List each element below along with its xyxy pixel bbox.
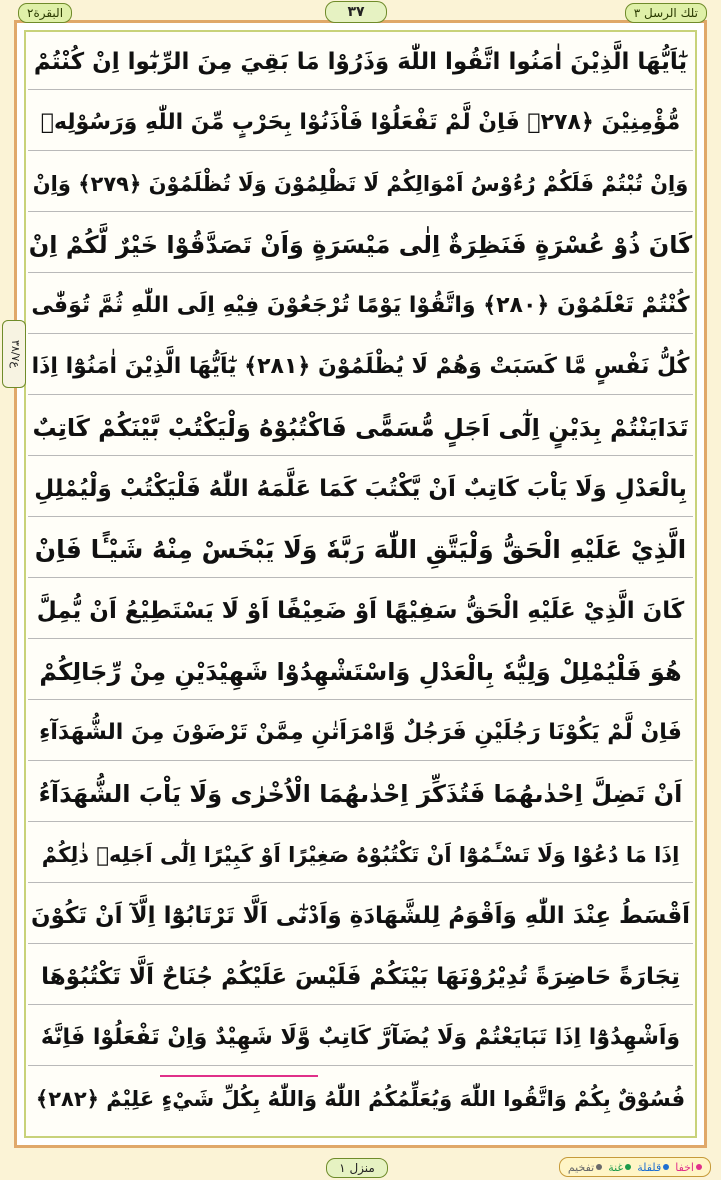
text-line: يٰٓاَيُّهَا الَّذِيْنَ اٰمَنُوا اتَّقُوا اللّٰهَ وَذَرُوْا مَا بَقِيَ مِنَ الرِّبٰٓوا اِنْ كُنْتُمْ (28, 34, 693, 90)
legend-item (608, 1161, 631, 1174)
legend-dot-icon (663, 1164, 669, 1170)
text-line: تِجَارَةً حَاضِرَةً تُدِيْرُوْنَهَا بَيْنَكُمْ فَلَيْسَ عَلَيْكُمْ جُنَاحٌ اَلَّا تَكْتُبُوْهَا (28, 949, 693, 1005)
text-line: وَاِنْ تُبْتُمْ فَلَكُمْ رُءُوْسُ اَمْوَالِكُمْ لَا تَظْلِمُوْنَ وَلَا تُظْلَمُوْنَ ﴿۲۷۹﴾ وَاِنْ (28, 156, 693, 212)
legend-dot-icon (696, 1164, 702, 1170)
text-line: اَنْ تَضِلَّ اِحْدٰىهُمَا فَتُذَكِّرَ اِحْدٰىهُمَا الْاُخْرٰى وَلَا يَاْبَ الشُّهَدَآءُ (28, 766, 693, 822)
highlight-underline (160, 1075, 318, 1077)
surah-label: البقرة۲ (18, 3, 72, 23)
text-line: هُوَ فَلْيُمْلِلْ وَلِيُّهٗ بِالْعَدْلِ وَاسْتَشْهِدُوْا شَهِيْدَيْنِ مِنْ رِّجَالِكُمْ (28, 644, 693, 700)
legend-label: تفخيم (567, 1160, 595, 1174)
text-line: وَاَشْهِدُوْٓا اِذَا تَبَايَعْتُمْ وَلَا يُضَآرَّ كَاتِبٌ وَّلَا شَهِيْدٌ وَاِنْ تَفْعَلُوْا فَاِنَّهٗ (28, 1010, 693, 1066)
text-line: اِذَا مَا دُعُوْا وَلَا تَسْـَٔمُوْٓا اَنْ تَكْتُبُوْهُ صَغِيْرًا اَوْ كَبِيْرًا اِلٰٓى اَجَلِهٖ ذٰلِكُمْ (28, 827, 693, 883)
text-line: مُّؤْمِنِيْنَ ﴿۲۷۸﴾ فَاِنْ لَّمْ تَفْعَلُوْا فَاْذَنُوْا بِحَرْبٍ مِّنَ اللّٰهِ وَرَسُوْلِهٖ (28, 95, 693, 151)
text-line: كَانَ ذُوْ عُسْرَةٍ فَنَظِرَةٌ اِلٰى مَيْسَرَةٍ وَاَنْ تَصَدَّقُوْا خَيْرٌ لَّكُمْ اِنْ (28, 217, 693, 273)
tajweed-legend (559, 1157, 711, 1177)
text-line: كُنْتُمْ تَعْلَمُوْنَ ﴿۲۸۰﴾ وَاتَّقُوْا يَوْمًا تُرْجَعُوْنَ فِيْهِ اِلَى اللّٰهِ ثُمَّ تُوَفّٰى (28, 278, 693, 334)
legend-dot-icon (625, 1164, 631, 1170)
legend-label: اخفا (675, 1160, 694, 1174)
text-line: اَقْسَطُ عِنْدَ اللّٰهِ وَاَقْوَمُ لِلشَّهَادَةِ وَاَدْنٰٓى اَلَّا تَرْتَابُوْٓا اِلَّآ اَنْ تَكُوْنَ (28, 888, 693, 944)
text-line: فُسُوْقٌ بِكُمْ وَاتَّقُوا اللّٰهَ وَيُعَلِّمُكُمُ اللّٰهُ وَاللّٰهُ بِكُلِّ شَيْءٍ عَلِيْمٌ ﴿۲۸۲﴾ (35, 1086, 686, 1111)
legend-dot-icon (596, 1164, 602, 1170)
legend-item (568, 1161, 602, 1174)
juz-label: تلك الرسل ۳ (625, 3, 707, 23)
quran-text-block (28, 34, 693, 1134)
text-line: كُلُّ نَفْسٍ مَّا كَسَبَتْ وَهُمْ لَا يُظْلَمُوْنَ ﴿۲۸۱﴾ يٰٓاَيُّهَا الَّذِيْنَ اٰمَنُوْٓا اِذَا (28, 339, 693, 395)
text-line: الَّذِيْ عَلَيْهِ الْحَقُّ وَلْيَتَّقِ اللّٰهَ رَبَّهٗ وَلَا يَبْخَسْ مِنْهُ شَيْـًٔا فَاِنْ (28, 522, 693, 578)
ruku-marker-tab: ع۳۸/۷ (2, 320, 26, 388)
text-line: بِالْعَدْلِ وَلَا يَاْبَ كَاتِبٌ اَنْ يَّكْتُبَ كَمَا عَلَّمَهُ اللّٰهُ فَلْيَكْتُبْ وَلْيُمْلِلِ (28, 461, 693, 517)
legend-label: غنة (608, 1160, 624, 1174)
text-line: فَاِنْ لَّمْ يَكُوْنَا رَجُلَيْنِ فَرَجُلٌ وَّامْرَاَتٰنِ مِمَّنْ تَرْضَوْنَ مِنَ الشُّهَدَآءِ (28, 705, 693, 761)
page-number: ۳۷ (325, 1, 387, 23)
legend-item (675, 1161, 702, 1174)
legend-item (637, 1161, 669, 1174)
legend-label: قلقلة (637, 1160, 662, 1174)
text-line: كَانَ الَّذِيْ عَلَيْهِ الْحَقُّ سَفِيْهًا اَوْ ضَعِيْفًا اَوْ لَا يَسْتَطِيْعُ اَنْ يُّمِلَّ (28, 583, 693, 639)
text-line: تَدَايَنْتُمْ بِدَيْنٍ اِلٰٓى اَجَلٍ مُّسَمًّى فَاكْتُبُوْهُ وَلْيَكْتُبْ بَّيْنَكُمْ كَاتِبٌ (28, 400, 693, 456)
manzil-label: منزل ۱ (326, 1158, 388, 1178)
